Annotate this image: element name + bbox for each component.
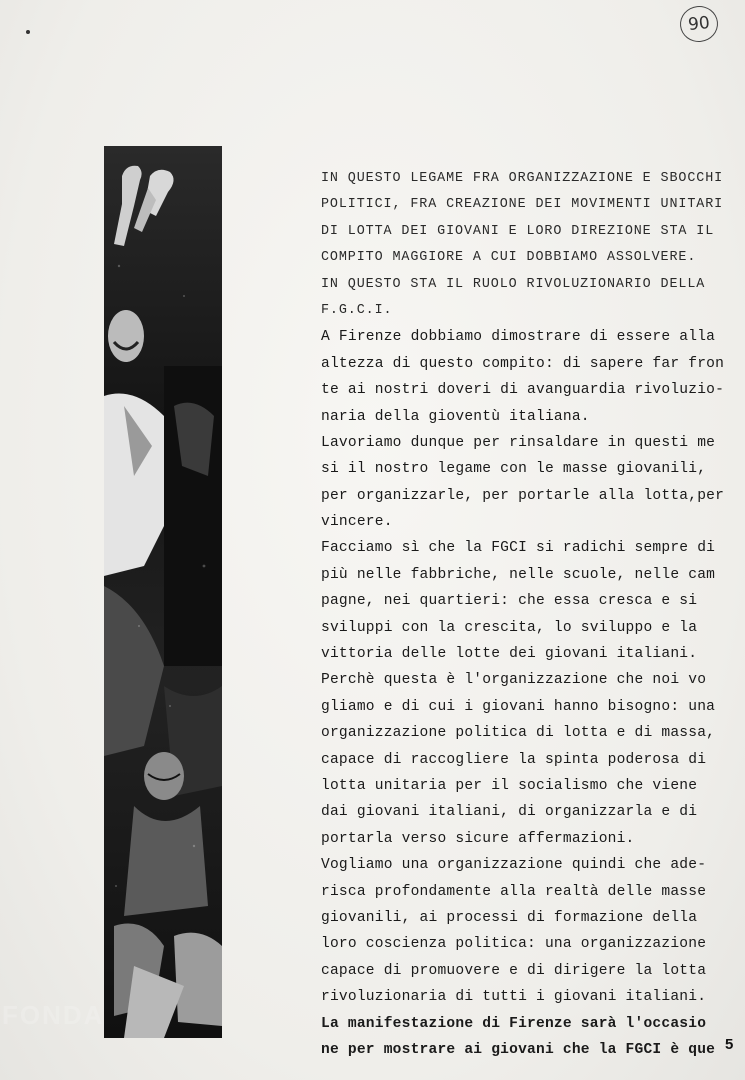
text-line: F.G.C.I. bbox=[321, 302, 393, 318]
text-line: naria della gioventù italiana. bbox=[321, 408, 590, 425]
protest-photo bbox=[104, 146, 222, 1038]
text-line: pagne, nei quartieri: che essa cresca e si bbox=[321, 593, 698, 610]
text-line: te ai nostri doveri di avanguardia rivoluzio- bbox=[321, 382, 725, 399]
text-line: Vogliamo una organizzazione quindi che ade- bbox=[321, 857, 707, 874]
text-line: DI LOTTA DEI GIOVANI E LORO DIREZIONE STA IL bbox=[321, 223, 715, 239]
text-line: organizzazione politica di lotta e di massa, bbox=[321, 725, 716, 742]
text-line: lotta unitaria per il socialismo che viene bbox=[321, 777, 698, 794]
article-text bbox=[321, 166, 725, 1063]
text-line: COMPITO MAGGIORE A CUI DOBBIAMO ASSOLVERE. bbox=[321, 250, 697, 266]
text-line: dai giovani italiani, di organizzarla e di bbox=[321, 804, 698, 821]
page-stamp: 90 bbox=[678, 4, 720, 44]
text-line: Facciamo sì che la FGCI si radichi sempre di bbox=[321, 540, 716, 557]
text-line: Perchè questa è l'organizzazione che noi vo bbox=[321, 672, 707, 689]
text-line: risca profondamente alla realtà delle masse bbox=[321, 883, 707, 900]
text-line: La manifestazione di Firenze sarà l'occasio bbox=[321, 1015, 707, 1032]
text-line: capace di promuovere e di dirigere la lotta bbox=[321, 962, 707, 979]
text-line: loro coscienza politica: una organizzazione bbox=[321, 936, 707, 953]
text-line: POLITICI, FRA CREAZIONE DEI MOVIMENTI UNITARI bbox=[321, 197, 724, 213]
text-line: per organizzarle, per portarle alla lotta,per bbox=[321, 487, 725, 504]
ink-dot bbox=[26, 30, 30, 34]
text-line: più nelle fabbriche, nelle scuole, nelle cam bbox=[321, 566, 716, 583]
text-line: altezza di questo compito: di sapere far fron bbox=[321, 355, 725, 372]
protest-photo-icon bbox=[104, 146, 222, 1038]
text-line: IN QUESTO LEGAME FRA ORGANIZZAZIONE E SBOCCHI bbox=[321, 171, 724, 186]
text-line: IN QUESTO STA IL RUOLO RIVOLUZIONARIO DELLA bbox=[321, 276, 706, 292]
text-line: sviluppi con la crescita, lo sviluppo e la bbox=[321, 619, 698, 636]
text-line: giovanili, ai processi di formazione della bbox=[321, 909, 698, 926]
text-line: si il nostro legame con le masse giovanili, bbox=[321, 461, 707, 478]
text-line: portarla verso sicure affermazioni. bbox=[321, 830, 635, 847]
text-line: Lavoriamo dunque per rinsaldare in questi me bbox=[321, 434, 716, 451]
text-line: vittoria delle lotte dei giovani italiani. bbox=[321, 646, 698, 663]
archive-watermark: FONDA bbox=[2, 1000, 105, 1030]
text-line: capace di raccogliere la spinta poderosa di bbox=[321, 751, 707, 768]
text-line: gliamo e di cui i giovani hanno bisogno: una bbox=[321, 698, 716, 715]
page-number: 5 bbox=[725, 1036, 734, 1053]
text-line: vincere. bbox=[321, 514, 393, 531]
text-line: ne per mostrare ai giovani che la FGCI è que bbox=[321, 1041, 716, 1058]
text-line: A Firenze dobbiamo dimostrare di essere alla bbox=[321, 329, 716, 346]
text-line: rivoluzionaria di tutti i giovani italiani. bbox=[321, 989, 707, 1006]
